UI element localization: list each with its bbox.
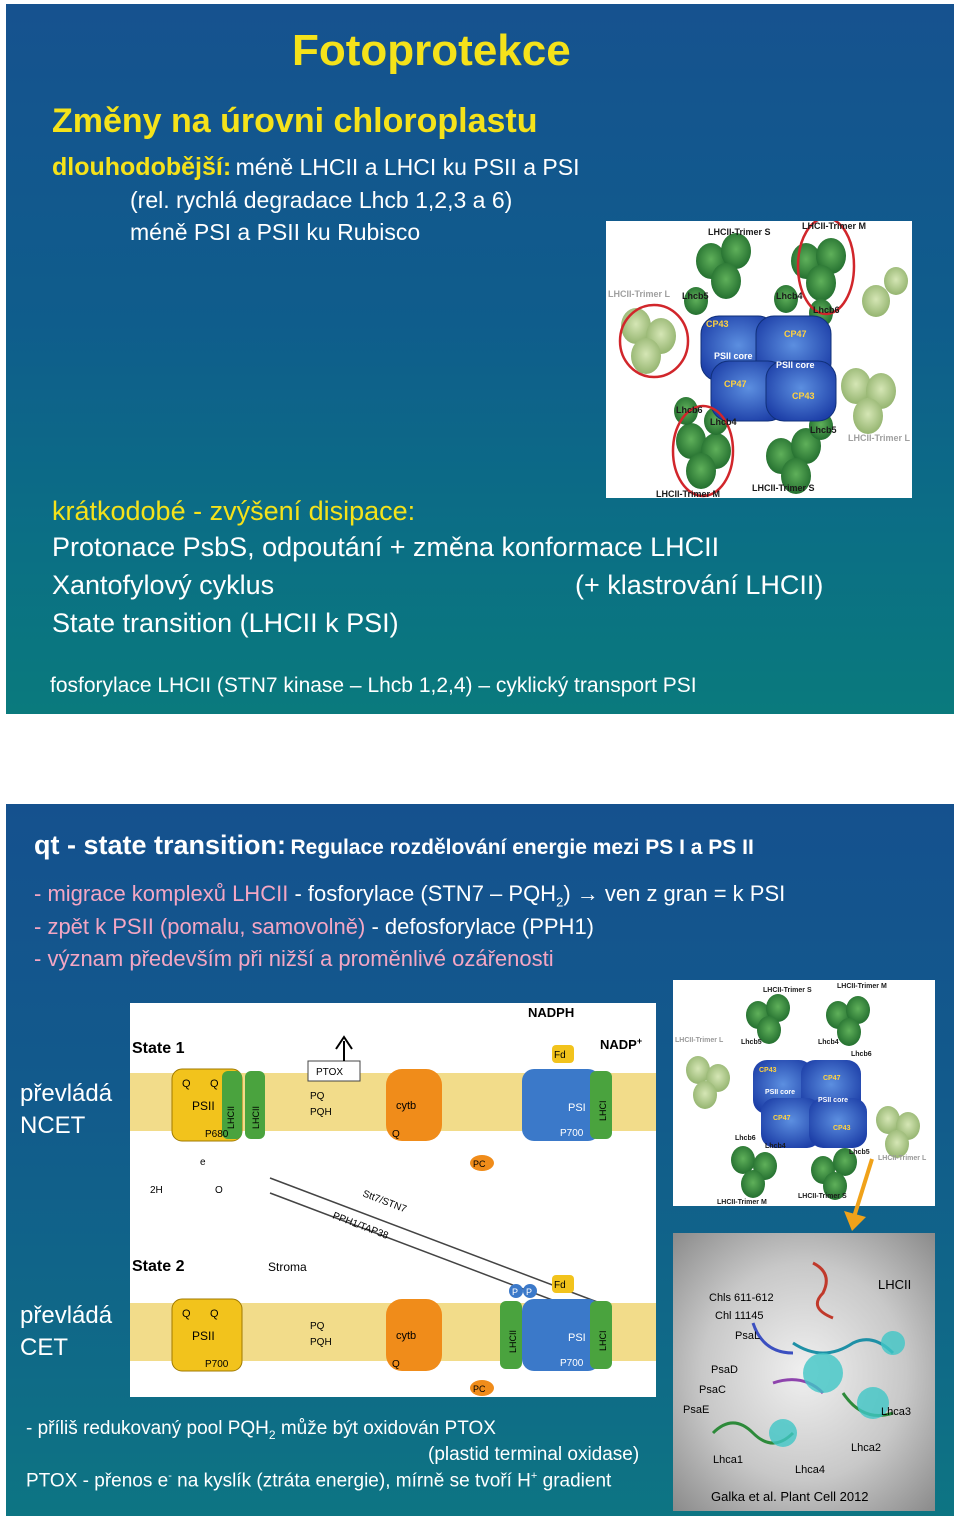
stt7-label: Stt7/STN7 — [360, 1188, 408, 1216]
fig3-psad: PsaD — [711, 1364, 738, 1376]
label-cet-line2: CET — [20, 1334, 68, 1361]
short-term-line3: State transition (LHCII k PSI) — [52, 608, 399, 638]
fd1-label: Fd — [554, 1050, 566, 1061]
label-trimer-l: LHCII-Trimer L — [608, 289, 671, 299]
fig2-core1: PSII core — [765, 1089, 795, 1096]
fig2-trimer-m: LHCII-Trimer M — [837, 983, 887, 990]
eminus-label: e — [200, 1157, 206, 1168]
fig3-lhca4: Lhca4 — [795, 1464, 825, 1476]
state1-label: State 1 — [132, 1040, 185, 1057]
cytb6f1-label: cytb — [396, 1100, 417, 1112]
label-cp47a: CP47 — [784, 329, 807, 339]
fig3-lhca1: Lhca1 — [713, 1454, 743, 1466]
pq1-label: PQ — [310, 1091, 325, 1102]
ptox-label: PTOX — [316, 1067, 344, 1078]
fig2-core2: PSII core — [818, 1097, 848, 1104]
slide-subtitle: Změny na úrovni chloroplastu — [52, 102, 538, 140]
short-term-line2a: Xantofylový cyklus — [52, 570, 275, 600]
short-term-line1: Protonace PsbS, odpoutání + změna konformace LHCII — [52, 532, 720, 562]
pqh2-1-label: PQH — [310, 1107, 332, 1118]
pc2-label: PC — [473, 1384, 486, 1394]
qo1-label: Q — [392, 1129, 400, 1140]
fig3-chl: Chl 11145 — [715, 1310, 764, 1322]
qo2-label: Q — [392, 1359, 400, 1370]
note-line2: (plastid terminal oxidase) — [428, 1444, 640, 1465]
long-term-line3: méně PSI a PSII ku Rubisco — [130, 219, 421, 245]
fig3-psal: PsaL — [735, 1330, 761, 1342]
note-line1 — [26, 1418, 496, 1442]
lhci1-label: LHCI — [598, 1100, 608, 1121]
qt-line3: - význam především při nižší a proměnlivé ozářenosti — [34, 946, 554, 971]
long-term-line2: (rel. rychlá degradace Lhcb 1,2,3 a 6) — [130, 187, 513, 213]
note1-rest: může být oxidován PTOX — [275, 1418, 496, 1439]
lhcii-b-label: LHCII — [251, 1105, 261, 1129]
fig2-trimer-m2: LHCII-Trimer M — [717, 1199, 767, 1206]
transition-arrow-1 — [270, 1178, 600, 1303]
qt-line2-back: - zpět k PSII (pomalu, samovolně) — [34, 914, 366, 939]
qt-line1-migrace: - migrace komplexů LHCII — [34, 881, 289, 906]
p700a-label: P700 — [560, 1128, 584, 1139]
psi2-label: PSI — [568, 1332, 586, 1344]
note3-mid: na kyslík (ztráta energie), mírně se tvoří H — [171, 1470, 531, 1492]
psii-supercomplex-figure — [606, 221, 912, 498]
qt-line2-defos: - defosforylace (PPH1) — [371, 914, 595, 939]
fig2-cp43: CP43 — [759, 1067, 777, 1074]
svg-text:P: P — [526, 1287, 533, 1297]
label-lhcb6a: Lhcb6 — [813, 305, 840, 315]
fig3-psac: PsaC — [699, 1384, 726, 1396]
label-ncet — [20, 1078, 112, 1142]
qt-line1 — [34, 881, 785, 909]
qt-line1-end: ) → ven z gran = k PSI — [563, 881, 786, 906]
qt-line1-fosforylace: - fosforylace (STN7 – PQH — [294, 881, 557, 906]
long-term-label: dlouhodobější: — [52, 153, 232, 181]
nadp-label: NADP+ — [600, 1036, 643, 1052]
label-trimer-m: LHCII-Trimer M — [802, 221, 867, 231]
state-transition-diagram — [130, 1003, 656, 1397]
fig2-lhcb6b: Lhcb6 — [735, 1135, 756, 1142]
state-transition-svg — [130, 1003, 656, 1397]
state2-label: State 2 — [132, 1258, 185, 1275]
label-cet-line1: převládá — [20, 1302, 113, 1329]
lhcii-a-label: LHCII — [226, 1105, 236, 1129]
note1-text: - příliš redukovaný pool PQH — [26, 1418, 269, 1439]
water-label: 2H — [150, 1185, 163, 1196]
fig2-cp47: CP47 — [823, 1075, 841, 1082]
short-term-line2b: (+ klastrování LHCII) — [575, 570, 824, 600]
label-cet — [20, 1300, 112, 1364]
label-trimer-l2: LHCII-Trimer L — [848, 433, 911, 443]
qb2-label: Q — [210, 1308, 219, 1320]
fig2-lhcb6: Lhcb6 — [851, 1051, 872, 1058]
label-lhcb5b: Lhcb5 — [810, 425, 837, 435]
qt-heading-rest: Regulace rozdělování energie mezi PS I a PS II — [290, 836, 754, 859]
supercomplex-illustration-2 — [673, 980, 935, 1206]
psi-lhcii-structure-figure — [673, 1233, 935, 1511]
qt-heading — [34, 830, 754, 861]
stroma-label: Stroma — [268, 1260, 307, 1274]
label-trimer-m2: LHCII-Trimer M — [656, 489, 721, 498]
label-lhcb5a: Lhcb5 — [682, 291, 709, 301]
psii2-label: PSII — [192, 1329, 215, 1343]
label-ncet-line2: NCET — [20, 1112, 86, 1139]
slide-title: Fotoprotekce — [292, 26, 571, 75]
fig2-lhcb4b: Lhcb4 — [765, 1143, 786, 1150]
long-term-line — [52, 153, 579, 182]
note3-end: gradient — [537, 1470, 612, 1492]
label-cp43b: CP43 — [792, 391, 815, 401]
fig3-lhcii: LHCII — [878, 1277, 912, 1292]
fig2-lhcb5b: Lhcb5 — [849, 1149, 870, 1156]
pq2-label: PQ — [310, 1321, 325, 1332]
note-line3 — [26, 1470, 611, 1492]
label-lhcb6b: Lhcb6 — [676, 405, 703, 415]
nadph-label: NADPH — [528, 1005, 575, 1020]
psi-lhcii-structure-svg — [673, 1233, 935, 1511]
fig2-trimer-l: LHCII-Trimer L — [675, 1037, 724, 1044]
label-trimer-s: LHCII-Trimer S — [708, 227, 771, 237]
fig3-chls: Chls 611-612 — [709, 1292, 774, 1304]
fig2-cp47b: CP47 — [773, 1115, 791, 1122]
pc1-label: PC — [473, 1159, 486, 1169]
psii1-label: PSII — [192, 1099, 215, 1113]
fig2-trimer-s2: LHCII-Trimer S — [798, 1193, 847, 1200]
svg-text:P: P — [512, 1287, 519, 1297]
lhcii-c-label: LHCII — [508, 1329, 518, 1353]
fig3-psae: PsaE — [683, 1404, 710, 1416]
label-psii-core2: PSII core — [776, 360, 815, 370]
p700b-label: P700 — [205, 1359, 229, 1370]
psii-supercomplex-figure-2 — [673, 980, 935, 1206]
fig3-lhca2: Lhca2 — [851, 1442, 881, 1454]
fig3-lhca3: Lhca3 — [881, 1406, 911, 1418]
fig2-trimer-l2: LHCII-Trimer L — [878, 1155, 927, 1162]
short-term-label: krátkodobé - zvýšení disipace: — [52, 496, 416, 526]
bottom-line: fosforylace LHCII (STN7 kinase – Lhcb 1,2,4) – cyklický transport PSI — [50, 674, 697, 697]
cytb6f2-label: cytb — [396, 1330, 417, 1342]
qt-line1-sub: 2 — [556, 894, 564, 910]
lhci2-label: LHCI — [598, 1330, 608, 1351]
fig2-lhcb4: Lhcb4 — [818, 1039, 839, 1046]
note3-sup: - — [168, 1470, 172, 1482]
note3-text: PTOX - přenos e — [26, 1470, 169, 1492]
qa2-label: Q — [182, 1308, 191, 1320]
orange-down-arrow — [840, 1155, 880, 1235]
label-cp43a: CP43 — [706, 319, 729, 329]
citation: Galka et al. Plant Cell 2012 — [711, 1489, 869, 1504]
note3-sup2: + — [530, 1470, 538, 1482]
label-trimer-s2: LHCII-Trimer S — [752, 483, 815, 493]
supercomplex-illustration — [606, 221, 912, 498]
fig2-lhcb5: Lhcb5 — [741, 1039, 762, 1046]
qt-line2 — [34, 914, 594, 940]
label-psii-core1: PSII core — [714, 351, 753, 361]
label-lhcb4a: Lhcb4 — [776, 291, 803, 301]
fig2-trimer-s: LHCII-Trimer S — [763, 987, 812, 994]
label-ncet-line1: převládá — [20, 1080, 113, 1107]
note1-sub: 2 — [268, 1427, 276, 1442]
qb1-label: Q — [210, 1078, 219, 1090]
fig2-cp43b: CP43 — [833, 1125, 851, 1132]
qa1-label: Q — [182, 1078, 191, 1090]
psi1-label: PSI — [568, 1102, 586, 1114]
label-lhcb4b: Lhcb4 — [710, 417, 737, 427]
qt-heading-bold: qt - state transition: — [34, 830, 287, 860]
long-term-text: méně LHCII a LHCI ku PSII a PSI — [235, 154, 580, 180]
fd2-label: Fd — [554, 1280, 566, 1291]
p680-label: P680 — [205, 1129, 229, 1140]
oxygen-label: O — [215, 1185, 223, 1196]
label-cp47b: CP47 — [724, 379, 747, 389]
pqh2-2-label: PQH — [310, 1337, 332, 1348]
pph1-label: PPH1/TAP38 — [330, 1210, 390, 1242]
p700c-label: P700 — [560, 1358, 584, 1369]
